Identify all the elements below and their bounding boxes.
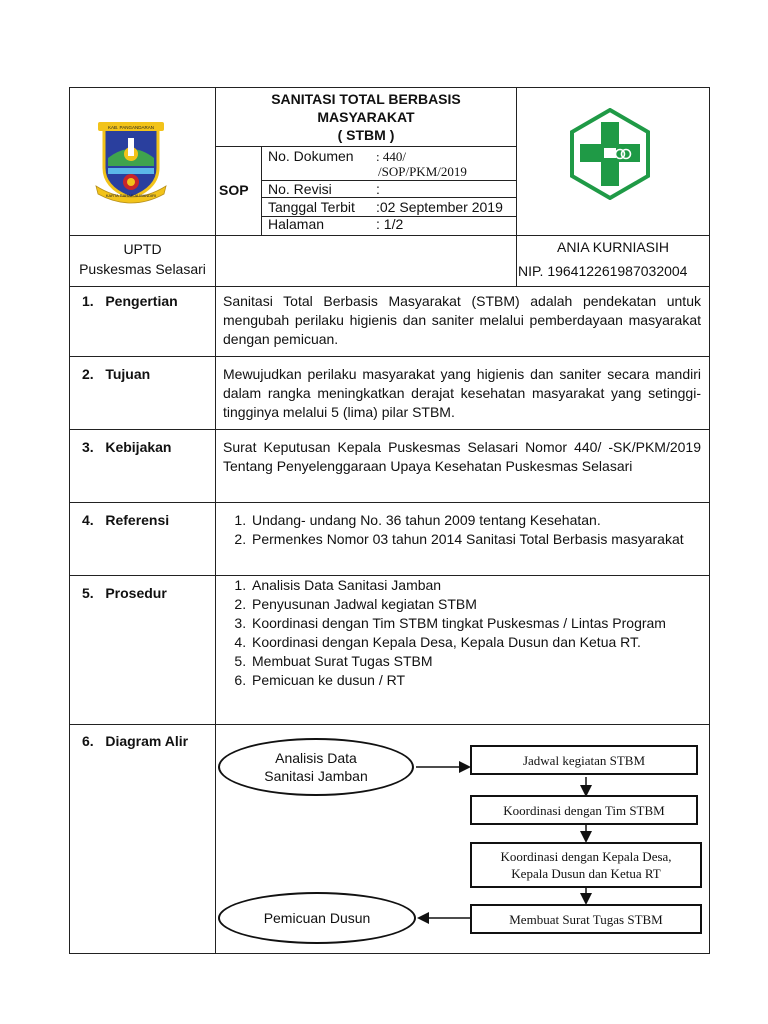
referensi-item: 1. Undang- undang No. 36 tahun 2009 tentang Kesehatan. xyxy=(250,511,701,530)
signer-nip: NIP. 196412261987032004 xyxy=(518,263,688,279)
flow-step-koordinasi-desa xyxy=(470,842,702,888)
doc-number-value-line1: : 440/ xyxy=(376,149,406,164)
document-title-line1: SANITASI TOTAL BERBASIS xyxy=(271,91,461,107)
prosedur-item: 3. Koordinasi dengan Tim STBM tingkat Puskesmas / Lintas Program xyxy=(250,614,686,633)
flow-start-text-line2: Sanitasi Jamban xyxy=(264,768,368,784)
issue-date-value: :02 September 2019 xyxy=(376,199,503,215)
section-label-referensi: 4. Referensi xyxy=(82,512,170,528)
section-label-diagram: 6. Diagram Alir xyxy=(82,733,189,749)
section-label-tujuan: 2. Tujuan xyxy=(82,366,151,382)
section-text-pengertian: Sanitasi Total Berbasis Masyarakat (STBM) adalah pendekatan untuk mengubah perilaku higienis dan saniter melalui pemberdayaan masyarakat dengan pemicuan. xyxy=(223,293,701,347)
prosedur-item: 6. Pemicuan ke dusun / RT xyxy=(250,671,686,690)
revision-value: : xyxy=(376,181,380,197)
section-label-pengertian: 1. Pengertian xyxy=(82,293,178,309)
doc-number-value-line2: /SOP/PKM/2019 xyxy=(378,164,467,179)
prosedur-item: 1. Analisis Data Sanitasi Jamban xyxy=(250,576,686,595)
page-label: Halaman xyxy=(268,216,325,232)
flow-step3-line2: Kepala Dusun dan Ketua RT xyxy=(511,866,661,881)
flow-step-koordinasi-tim: Koordinasi dengan Tim STBM xyxy=(470,795,698,825)
prosedur-item: 2. Penyusunan Jadwal kegiatan STBM xyxy=(250,595,686,614)
prosedur-item: 4. Koordinasi dengan Kepala Desa, Kepala Dusun dan Ketua RT. xyxy=(250,633,686,652)
svg-text:KARTA RAHARJA MANDIRI: KARTA RAHARJA MANDIRI xyxy=(105,193,157,198)
issue-date-label: Tanggal Terbit xyxy=(268,199,355,215)
flow-start-oval xyxy=(218,738,414,796)
referensi-item: 2. Permenkes Nomor 03 tahun 2014 Sanitasi Total Berbasis masyarakat xyxy=(250,530,701,549)
section-label-prosedur: 5. Prosedur xyxy=(82,585,167,601)
unit-line1: UPTD xyxy=(123,241,162,257)
page-value: : 1/2 xyxy=(376,216,404,232)
doc-number-label: No. Dokumen xyxy=(268,148,354,164)
flow-end-oval: Pemicuan Dusun xyxy=(218,892,416,944)
flow-start-text-line1: Analisis Data xyxy=(275,750,357,766)
document-title-line3: ( STBM ) xyxy=(337,127,395,143)
flow-step-jadwal: Jadwal kegiatan STBM xyxy=(470,745,698,775)
sop-label: SOP xyxy=(219,182,249,198)
revision-label: No. Revisi xyxy=(268,181,332,197)
flow-step-surat-tugas: Membuat Surat Tugas STBM xyxy=(470,904,702,934)
section-label-kebijakan: 3. Kebijakan xyxy=(82,439,172,455)
signer-name: ANIA KURNIASIH xyxy=(556,239,670,255)
section-text-tujuan: Mewujudkan perilaku masyarakat yang higienis dan saniter secara mandiri dalam rangka meningkatkan derajat kesehatan masyarakat yang setinggi-tingginya melalui 5 (lima) pilar STBM. xyxy=(223,366,701,420)
section-text-kebijakan: Surat Keputusan Kepala Puskesmas Selasari Nomor 440/ -SK/PKM/2019 Tentang Penyelenggaraan Upaya Kesehatan Puskesmas Selasari xyxy=(223,439,701,474)
svg-text:KAB. PANGANDARAN: KAB. PANGANDARAN xyxy=(108,125,154,130)
flow-step3-line1: Koordinasi dengan Kepala Desa, xyxy=(500,849,672,864)
document-title-line2: MASYARAKAT xyxy=(317,109,415,125)
prosedur-item: 5. Membuat Surat Tugas STBM xyxy=(250,652,686,671)
unit-line2: Puskesmas Selasari xyxy=(79,261,206,277)
